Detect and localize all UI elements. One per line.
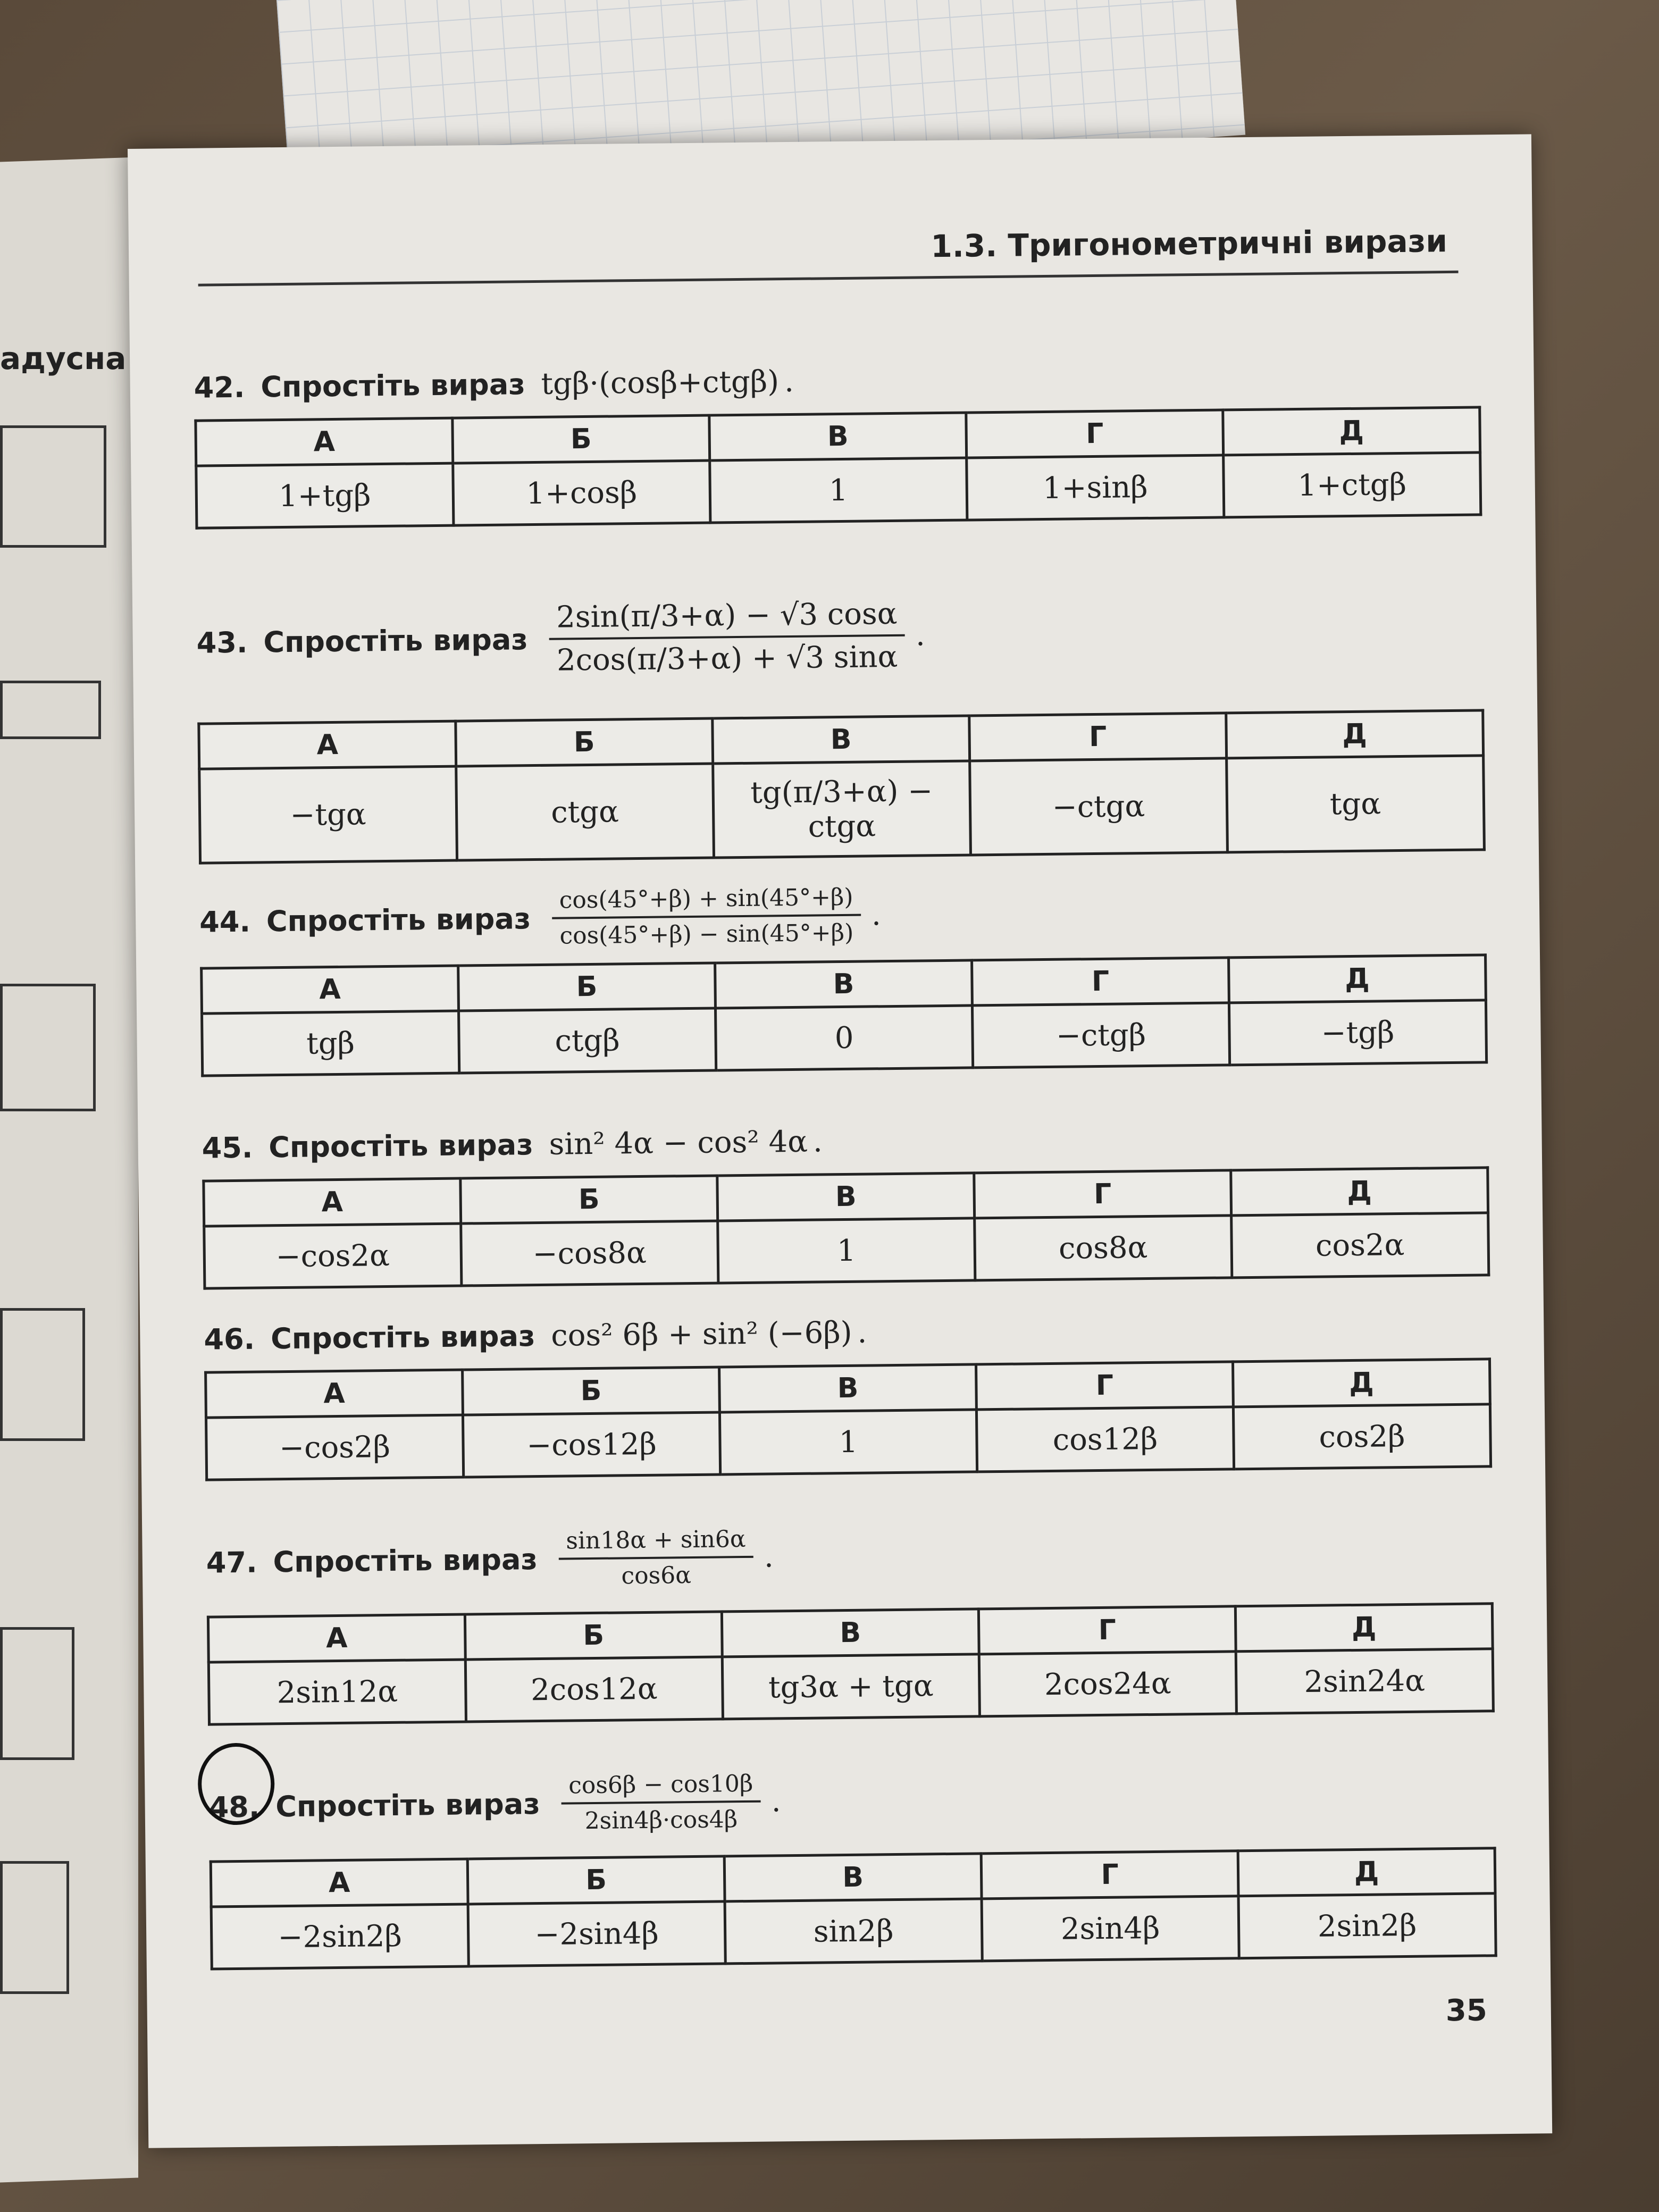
choice-letter: Д xyxy=(1229,955,1486,1003)
choice-letter: Д xyxy=(1235,1604,1493,1652)
problem-expression: cos² 6β + sin² (−6β) xyxy=(550,1315,852,1353)
problem-expression: sin² 4α − cos² 4α xyxy=(549,1124,808,1162)
choice-letter: А xyxy=(204,1178,461,1226)
choice-value: 2cos12α xyxy=(465,1657,723,1722)
choice-value: ctgβ xyxy=(459,1008,716,1073)
choice-letter: Г xyxy=(974,1170,1231,1218)
choice-letter: А xyxy=(206,1370,463,1418)
section-title: 1.3. Тригонометричні вирази xyxy=(931,223,1448,265)
choice-value: 1+cosβ xyxy=(453,460,710,525)
answer-table xyxy=(194,406,1482,529)
problem-label: Спростіть вираз xyxy=(266,901,531,938)
problem-47: 47. Спростіть вираз $\frac{\sin 18\alpha + \sin 6\alpha}{\cos 6\alpha}$ . А Б В Г Д 2sin12α 2cos12α tg3α + tgα 2cos24α 2sin24α xyxy=(206,1496,1495,1725)
problem-label: Спростіть вираз xyxy=(275,1787,540,1823)
choice-value: −2sin2β xyxy=(211,1904,468,1969)
choice-value: −tgα xyxy=(199,766,457,863)
left-page-table xyxy=(0,1861,69,1994)
choice-value: tgα xyxy=(1227,756,1485,852)
choice-letter: А xyxy=(202,966,459,1013)
choice-value: −ctgα xyxy=(970,758,1228,855)
choice-letter: В xyxy=(717,1173,975,1221)
problem-label: Спростіть вираз xyxy=(270,1319,535,1355)
header-divider xyxy=(198,271,1459,287)
left-page-partial-word: адусна xyxy=(0,340,127,376)
choice-value: −tgβ xyxy=(1229,1000,1486,1065)
choice-letter: Б xyxy=(463,1367,720,1415)
problem-fraction xyxy=(561,1770,761,1835)
problem-43: 43. Спростіть вираз $\frac{2\sin(\pi/3+\alpha) - √3 \cos\alpha}{2\cos(\pi/3+\alpha) + √3 \sin\alpha}$ . А Б В Г Д −tgα ctgα tg(π/3+α) − ctgα −ctgα tgα xyxy=(196,549,1486,864)
choice-value: ctgα xyxy=(456,764,714,860)
choice-letter: Г xyxy=(966,410,1224,458)
choice-value: 1+tgβ xyxy=(196,463,454,528)
choice-letter: Д xyxy=(1233,1359,1490,1407)
choice-value: 2cos24α xyxy=(979,1652,1236,1716)
answer-table xyxy=(202,1166,1490,1289)
choice-value: 2sin24α xyxy=(1236,1649,1493,1714)
page-number: 35 xyxy=(1445,1993,1488,2029)
choice-letter: В xyxy=(709,413,967,460)
choice-letter: Д xyxy=(1223,407,1480,455)
problem-fraction xyxy=(551,884,861,950)
choice-value: 1+sinβ xyxy=(967,455,1224,520)
answer-table xyxy=(200,953,1488,1077)
answer-table xyxy=(207,1602,1495,1725)
problem-number: 42. xyxy=(194,370,245,405)
problem-label: Спростіть вираз xyxy=(269,1127,533,1164)
problem-number: 46. xyxy=(204,1322,255,1356)
choice-value: cos8α xyxy=(975,1216,1232,1280)
choice-value: −ctgβ xyxy=(972,1003,1229,1068)
problem-42: 42. Спростіть вираз tgβ·(cosβ+ctgβ) . А Б В Г Д 1+tgβ 1+cosβ 1 1+sinβ 1+ctgβ xyxy=(194,342,1482,529)
choice-letter: Д xyxy=(1231,1168,1488,1216)
left-page-table xyxy=(0,1627,74,1760)
answer-table xyxy=(204,1358,1492,1481)
workbook-page xyxy=(128,134,1552,2148)
answer-table xyxy=(197,709,1486,864)
problem-fraction xyxy=(549,597,906,678)
choice-value: −cos2β xyxy=(206,1415,463,1480)
problem-label: Спростіть вираз xyxy=(261,367,525,404)
choice-value: −2sin4β xyxy=(468,1901,725,1966)
problem-44: 44. Спростіть вираз $\frac{\cos(45^\circ+\beta) + \sin(45^\circ+\beta)}{\cos(45^\circ+\beta) - \sin(45^\circ+\beta)}$ . А Б В Г Д tgβ ctgβ 0 −ctgβ −tgβ xyxy=(199,863,1488,1077)
choice-letter: А xyxy=(199,721,456,769)
left-page-table xyxy=(0,1308,85,1441)
problem-48: 48. Спростіть вираз $\frac{\cos 6\beta - \cos 10\beta}{2\sin 4\beta\cdot\cos 4\beta}$ . А Б В Г Д −2sin2β −2sin4β sin2β 2sin4β 2sin2β xyxy=(208,1740,1497,1970)
choice-letter: Г xyxy=(972,958,1229,1006)
choice-letter: В xyxy=(724,1854,982,1901)
choice-value: 1 xyxy=(719,1410,977,1474)
choice-letter: Б xyxy=(465,1612,722,1660)
choice-value: 2sin4β xyxy=(982,1896,1239,1961)
choice-letter: Г xyxy=(981,1851,1238,1899)
choice-value: tgβ xyxy=(202,1011,459,1076)
left-page-table xyxy=(0,425,106,548)
choice-letter: А xyxy=(211,1859,468,1907)
choice-value: −cos2α xyxy=(204,1224,462,1288)
problem-expression: tgβ·(cosβ+ctgβ) xyxy=(541,364,780,401)
left-page-table xyxy=(0,681,101,739)
choice-value: 2sin2β xyxy=(1238,1893,1496,1958)
problem-number: 48. xyxy=(208,1790,260,1824)
choice-value: cos12β xyxy=(976,1407,1234,1472)
fraction-denominator: 2cos(π/3+α) + √3 sinα xyxy=(556,639,898,678)
problem-number: 45. xyxy=(202,1130,253,1165)
choice-value: 1+ctgβ xyxy=(1224,453,1481,517)
fraction-denominator: cos(45°+β) − sin(45°+β) xyxy=(559,919,854,950)
choice-value: sin2β xyxy=(725,1899,982,1964)
choice-letter: Г xyxy=(976,1362,1234,1410)
choice-letter: Б xyxy=(456,718,713,766)
handwritten-circle-mark xyxy=(197,1742,275,1825)
fraction-numerator: cos6β − cos10β xyxy=(561,1770,761,1805)
choice-value: tg3α + tgα xyxy=(722,1654,979,1719)
choice-value: 1 xyxy=(710,458,967,523)
fraction-numerator: sin18α + sin6α xyxy=(558,1526,753,1560)
problem-number: 43. xyxy=(196,625,248,660)
choice-value: −cos8α xyxy=(461,1221,718,1286)
answer-table xyxy=(210,1847,1497,1970)
choice-value: 1 xyxy=(718,1218,975,1283)
choice-letter: Б xyxy=(460,1176,718,1224)
choice-letter: Д xyxy=(1226,710,1484,758)
choice-letter: В xyxy=(719,1364,977,1412)
choice-value: 0 xyxy=(715,1006,973,1070)
choice-letter: В xyxy=(715,960,973,1008)
choice-value: −cos12β xyxy=(463,1412,720,1477)
choice-letter: Б xyxy=(458,963,716,1011)
problem-fraction xyxy=(558,1526,753,1590)
choice-letter: Б xyxy=(467,1856,725,1904)
fraction-denominator: 2sin4β·cos4β xyxy=(584,1806,738,1835)
fraction-numerator: cos(45°+β) + sin(45°+β) xyxy=(551,884,860,919)
choice-value: cos2α xyxy=(1231,1213,1489,1278)
choice-value: cos2β xyxy=(1233,1404,1490,1469)
choice-letter: Д xyxy=(1238,1848,1495,1896)
choice-letter: Б xyxy=(453,415,710,463)
problem-label: Спростіть вираз xyxy=(263,622,528,659)
choice-letter: В xyxy=(713,716,970,764)
choice-letter: Г xyxy=(978,1606,1236,1654)
problem-46: 46. Спростіть вираз cos² 6β + sin² (−6β) . А Б В Г Д −cos2β −cos12β 1 cos12β cos2β xyxy=(204,1294,1492,1481)
choice-letter: В xyxy=(722,1609,979,1657)
problem-number: 47. xyxy=(206,1545,257,1580)
choice-letter: Г xyxy=(969,713,1227,761)
problem-45: 45. Спростіть вираз sin² 4α − cos² 4α . А Б В Г Д −cos2α −cos8α 1 cos8α cos2α xyxy=(202,1102,1490,1289)
choice-value: tg(π/3+α) − ctgα xyxy=(713,761,971,858)
fraction-numerator: 2sin(π/3+α) − √3 cosα xyxy=(549,597,905,640)
problem-number: 44. xyxy=(199,904,251,939)
choice-letter: А xyxy=(196,418,453,466)
problem-label: Спростіть вираз xyxy=(273,1542,538,1579)
left-page-table xyxy=(0,984,96,1111)
choice-value: 2sin12α xyxy=(208,1660,466,1724)
choice-letter: А xyxy=(208,1614,465,1662)
fraction-denominator: cos6α xyxy=(621,1562,692,1590)
